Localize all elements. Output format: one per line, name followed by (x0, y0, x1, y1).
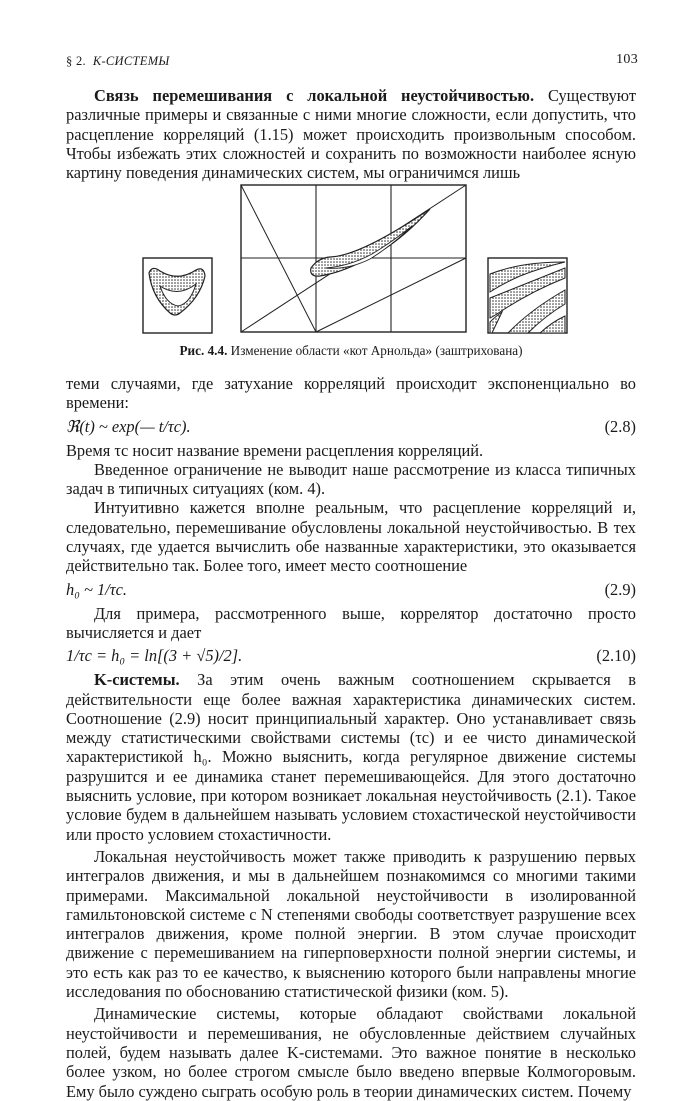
paragraph-k-systems (66, 670, 636, 844)
equation-number: (2.10) (596, 646, 636, 666)
paragraph-restriction: Введенное ограничение не выводит наше рассмотрение из класса типичных задач в типичных ситуациях (ком. 4). (66, 459, 636, 499)
paragraph-text: Существуют различные примеры и связанные с ними многие сложности, если допустить, что расцепление корреляций (1.15) может происходить произвольным способом. Чтобы избежать этих сложностей и сохранить по возможности наиболее ясную картину поведения динамических систем, мы ограничимся лишь (66, 86, 636, 183)
section-title: K-СИСТЕМЫ (92, 54, 170, 68)
paragraph-text: За этим очень важным соотношением скрывается в действительности еще более важная характеристика динамических систем. Соотношение (2.9) носит принципиальный характер. Оно устанавливает связь между статистическими свойствами системы (τc) и ее чисто динамической характеристикой h₀. Можно выяснить, когда регулярное движение системы разрушится и ее динамика станет перемешивающейся. Для этого достаточно выяснить условие, при котором возникает локальная неустойчивость (2.1). Такое условие будем в дальнейшем называть условием стохастической неустойчивости или просто условием стохастичности. (66, 670, 636, 844)
caption-text: Изменение области «кот Арнольда» (заштрихована) (227, 343, 523, 358)
figure-arnold-cat (0, 0, 700, 345)
page-number: 103 (616, 52, 638, 67)
paragraph-decoupling-time: Время τc носит название времени расцепления корреляций. (66, 440, 484, 460)
paragraph-local-instability: Локальная неустойчивость может также приводить к разрушению первых интегралов движения, и мы в дальнейшем познакомимся со многими такими примерами. Максимальной локальной неустойчивости в изолированной гамильтоновской системе с N степенями свободы соответствует разрушение всех интегралов движения, кроме полной энергии. В этом случае происходит движение с перемешиванием на гиперповерхности полной энергии системы, и это есть как раз то ее качество, к выяснению которого были направлены многие исследования по обоснованию статистической физики (ком. 5). (66, 846, 636, 1002)
paragraph-intuition: Интуитивно кажется вполне реальным, что расцепление корреляций и, следовательно, перемешивание обусловлены локальной неустойчивостью. В тех случаях, где удается вычислить обе названные характеристики, это оказывается действительно так. Более того, имеет место соотношение (66, 498, 636, 576)
figure-left-panel (143, 258, 212, 333)
equation-expression: ℜ(t) ~ exp(— t/τc). (66, 416, 191, 436)
paragraph-example: Для примера, рассмотренного выше, коррелятор достаточно просто вычисляется и дает (66, 603, 636, 642)
paragraph-correlation-decay: теми случаями, где затухание корреляций происходит экспоненциально во времени: (66, 374, 636, 413)
equation-expression: 1/τc = h₀ = ln[(3 + √5)/2]. (66, 646, 243, 666)
caption-label: Рис. 4.4. (179, 343, 228, 358)
equation-number: (2.8) (604, 416, 636, 436)
paragraph-heading: K-системы. (94, 670, 180, 690)
equation-2-9 (66, 580, 636, 602)
paragraph-k-systems-definition: Динамические системы, которые обладают свойствами локальной неустойчивости и перемешивания, не обусловленные действием случайных полей, будем называть далее K-системами. Это важное понятие в несколько более узком, но более строгом смысле было введено впервые Колмогоровым. Ему было суждено сыграть особую роль в теории динамических систем. Почему (66, 1004, 636, 1101)
stretched-cat-region (311, 209, 430, 276)
equation-2-10 (66, 646, 636, 668)
section-number: § 2. (66, 54, 86, 68)
equation-expression: h₀ ~ 1/τc. (66, 579, 127, 599)
figure-caption (66, 343, 636, 359)
equation-2-8 (66, 417, 636, 439)
paragraph-heading: Связь перемешивания с локальной неустойчивостью. (94, 86, 535, 105)
figure-main-grid (241, 185, 466, 332)
figure-right-panel (488, 258, 567, 333)
equation-number: (2.9) (604, 579, 636, 599)
main-text-body (66, 374, 636, 1101)
